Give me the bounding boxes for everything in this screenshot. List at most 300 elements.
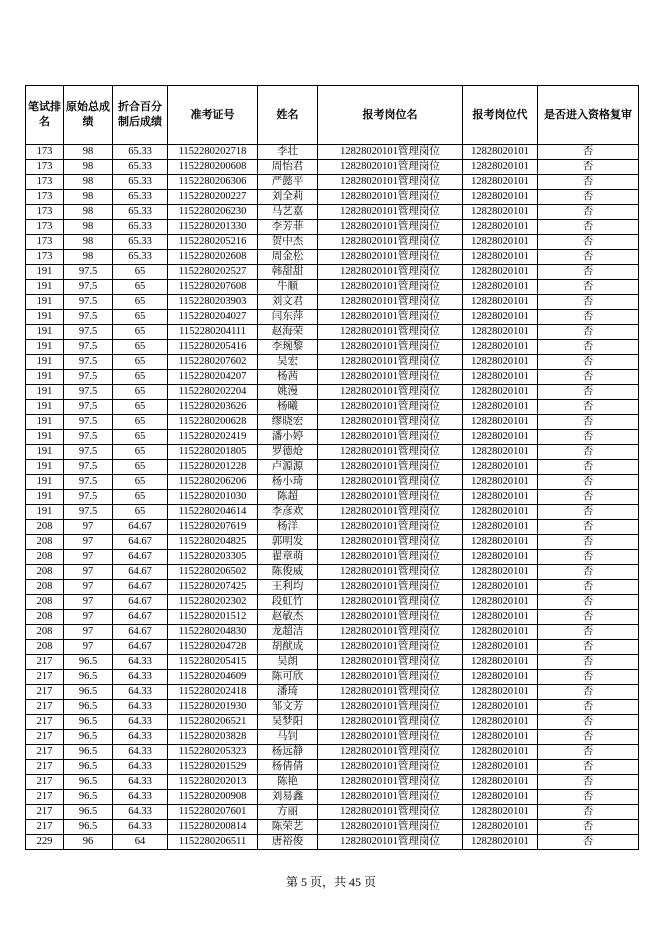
table-cell: 97 xyxy=(64,565,113,580)
table-cell: 翟章萌 xyxy=(258,550,318,565)
table-cell: 98 xyxy=(64,190,113,205)
table-cell: 64.67 xyxy=(113,535,168,550)
table-cell: 否 xyxy=(538,790,639,805)
table-cell: 217 xyxy=(26,775,64,790)
table-cell: 65.33 xyxy=(113,175,168,190)
table-cell: 96 xyxy=(64,835,113,850)
table-cell: 217 xyxy=(26,760,64,775)
table-cell: 否 xyxy=(538,145,639,160)
table-row xyxy=(26,160,639,175)
table-cell: 12828020101 xyxy=(463,490,538,505)
table-cell: 64.67 xyxy=(113,625,168,640)
table-cell: 否 xyxy=(538,565,639,580)
table-row xyxy=(26,790,639,805)
table-cell: 64.33 xyxy=(113,760,168,775)
table-cell: 65.33 xyxy=(113,190,168,205)
table-row xyxy=(26,145,639,160)
table-cell: 12828020101管理岗位 xyxy=(318,205,463,220)
table-cell: 缪晓宏 xyxy=(258,415,318,430)
table-cell: 1152280201228 xyxy=(168,460,258,475)
table-cell: 191 xyxy=(26,430,64,445)
table-cell: 65 xyxy=(113,295,168,310)
table-cell: 1152280202527 xyxy=(168,265,258,280)
table-cell: 65.33 xyxy=(113,145,168,160)
table-row xyxy=(26,190,639,205)
table-cell: 12828020101管理岗位 xyxy=(318,670,463,685)
table-cell: 12828020101管理岗位 xyxy=(318,535,463,550)
table-cell: 12828020101管理岗位 xyxy=(318,685,463,700)
table-cell: 64.33 xyxy=(113,715,168,730)
table-cell: 96.5 xyxy=(64,715,113,730)
table-cell: 否 xyxy=(538,475,639,490)
table-row xyxy=(26,355,639,370)
table-cell: 65 xyxy=(113,370,168,385)
table-cell: 否 xyxy=(538,310,639,325)
table-cell: 97.5 xyxy=(64,445,113,460)
table-cell: 64.33 xyxy=(113,805,168,820)
table-cell: 1152280202204 xyxy=(168,385,258,400)
table-cell: 1152280203828 xyxy=(168,730,258,745)
column-header: 笔试排名 xyxy=(26,86,64,145)
table-row xyxy=(26,730,639,745)
column-header: 准考证号 xyxy=(168,86,258,145)
table-cell: 191 xyxy=(26,265,64,280)
table-cell: 191 xyxy=(26,280,64,295)
table-row xyxy=(26,685,639,700)
table-cell: 208 xyxy=(26,535,64,550)
table-cell: 97.5 xyxy=(64,370,113,385)
table-cell: 173 xyxy=(26,160,64,175)
table-cell: 97 xyxy=(64,595,113,610)
table-cell: 97.5 xyxy=(64,400,113,415)
table-cell: 96.5 xyxy=(64,790,113,805)
table-cell: 方丽 xyxy=(258,805,318,820)
table-cell: 1152280204728 xyxy=(168,640,258,655)
table-cell: 12828020101 xyxy=(463,745,538,760)
table-cell: 65 xyxy=(113,430,168,445)
table-cell: 64.33 xyxy=(113,700,168,715)
table-cell: 1152280201529 xyxy=(168,760,258,775)
table-cell: 否 xyxy=(538,625,639,640)
table-cell: 1152280203626 xyxy=(168,400,258,415)
table-cell: 217 xyxy=(26,655,64,670)
table-cell: 否 xyxy=(538,505,639,520)
table-row xyxy=(26,805,639,820)
table-row xyxy=(26,535,639,550)
table-cell: 1152280200608 xyxy=(168,160,258,175)
table-cell: 12828020101管理岗位 xyxy=(318,295,463,310)
table-cell: 否 xyxy=(538,370,639,385)
table-cell: 191 xyxy=(26,385,64,400)
table-row xyxy=(26,565,639,580)
table-cell: 1152280202419 xyxy=(168,430,258,445)
table-cell: 64.33 xyxy=(113,820,168,835)
table-cell: 12828020101管理岗位 xyxy=(318,520,463,535)
table-cell: 潘琦 xyxy=(258,685,318,700)
table-row xyxy=(26,400,639,415)
table-cell: 卢源源 xyxy=(258,460,318,475)
table-row xyxy=(26,295,639,310)
table-cell: 1152280206206 xyxy=(168,475,258,490)
table-cell: 否 xyxy=(538,655,639,670)
table-cell: 否 xyxy=(538,820,639,835)
table-cell: 1152280204111 xyxy=(168,325,258,340)
table-cell: 否 xyxy=(538,835,639,850)
table-cell: 12828020101 xyxy=(463,790,538,805)
table-cell: 97.5 xyxy=(64,460,113,475)
table-cell: 姚漫 xyxy=(258,385,318,400)
table-cell: 65 xyxy=(113,460,168,475)
table-cell: 否 xyxy=(538,235,639,250)
table-cell: 1152280204830 xyxy=(168,625,258,640)
table-cell: 65 xyxy=(113,445,168,460)
table-cell: 12828020101 xyxy=(463,730,538,745)
table-cell: 191 xyxy=(26,475,64,490)
table-cell: 12828020101 xyxy=(463,550,538,565)
table-cell: 1152280202718 xyxy=(168,145,258,160)
table-cell: 97.5 xyxy=(64,340,113,355)
table-cell: 12828020101管理岗位 xyxy=(318,355,463,370)
table-cell: 217 xyxy=(26,685,64,700)
table-cell: 1152280204207 xyxy=(168,370,258,385)
table-cell: 12828020101 xyxy=(463,760,538,775)
table-cell: 1152280201930 xyxy=(168,700,258,715)
table-cell: 1152280200628 xyxy=(168,415,258,430)
table-cell: 12828020101 xyxy=(463,160,538,175)
table-cell: 贺中杰 xyxy=(258,235,318,250)
table-cell: 217 xyxy=(26,745,64,760)
table-row xyxy=(26,340,639,355)
table-cell: 12828020101管理岗位 xyxy=(318,430,463,445)
table-cell: 12828020101 xyxy=(463,670,538,685)
table-cell: 否 xyxy=(538,205,639,220)
table-row xyxy=(26,205,639,220)
table-cell: 杨曦 xyxy=(258,400,318,415)
table-cell: 191 xyxy=(26,355,64,370)
table-cell: 64.33 xyxy=(113,685,168,700)
table-cell: 否 xyxy=(538,715,639,730)
table-cell: 12828020101管理岗位 xyxy=(318,730,463,745)
table-cell: 吴宏 xyxy=(258,355,318,370)
table-cell: 12828020101管理岗位 xyxy=(318,490,463,505)
table-cell: 12828020101管理岗位 xyxy=(318,265,463,280)
table-cell: 12828020101管理岗位 xyxy=(318,805,463,820)
table-cell: 12828020101 xyxy=(463,355,538,370)
results-table xyxy=(25,85,639,850)
table-cell: 12828020101管理岗位 xyxy=(318,505,463,520)
table-row xyxy=(26,445,639,460)
table-cell: 65 xyxy=(113,505,168,520)
table-row xyxy=(26,610,639,625)
table-cell: 65 xyxy=(113,490,168,505)
table-cell: 97.5 xyxy=(64,475,113,490)
table-cell: 12828020101 xyxy=(463,475,538,490)
table-cell: 97 xyxy=(64,625,113,640)
table-cell: 97.5 xyxy=(64,490,113,505)
table-cell: 否 xyxy=(538,610,639,625)
table-cell: 否 xyxy=(538,400,639,415)
table-cell: 否 xyxy=(538,295,639,310)
table-cell: 陈超 xyxy=(258,490,318,505)
table-cell: 12828020101管理岗位 xyxy=(318,250,463,265)
table-cell: 96.5 xyxy=(64,655,113,670)
table-cell: 1152280203903 xyxy=(168,295,258,310)
table-cell: 64.33 xyxy=(113,655,168,670)
table-row xyxy=(26,280,639,295)
table-cell: 12828020101管理岗位 xyxy=(318,625,463,640)
table-cell: 杨小琦 xyxy=(258,475,318,490)
table-cell: 97.5 xyxy=(64,505,113,520)
table-cell: 12828020101管理岗位 xyxy=(318,835,463,850)
table-cell: 65 xyxy=(113,310,168,325)
table-cell: 65.33 xyxy=(113,235,168,250)
table-cell: 12828020101管理岗位 xyxy=(318,595,463,610)
table-cell: 李琬黎 xyxy=(258,340,318,355)
table-row xyxy=(26,550,639,565)
table-cell: 否 xyxy=(538,700,639,715)
table-cell: 12828020101 xyxy=(463,385,538,400)
table-cell: 否 xyxy=(538,520,639,535)
table-cell: 12828020101管理岗位 xyxy=(318,475,463,490)
table-row xyxy=(26,175,639,190)
table-cell: 罗德炝 xyxy=(258,445,318,460)
table-cell: 12828020101 xyxy=(463,430,538,445)
table-cell: 96.5 xyxy=(64,745,113,760)
table-row xyxy=(26,670,639,685)
table-cell: 12828020101管理岗位 xyxy=(318,400,463,415)
table-cell: 208 xyxy=(26,520,64,535)
table-cell: 12828020101管理岗位 xyxy=(318,640,463,655)
table-cell: 12828020101 xyxy=(463,610,538,625)
table-cell: 12828020101 xyxy=(463,835,538,850)
table-row xyxy=(26,760,639,775)
table-cell: 否 xyxy=(538,595,639,610)
table-cell: 1152280204027 xyxy=(168,310,258,325)
table-cell: 12828020101 xyxy=(463,235,538,250)
column-header: 原始总成绩 xyxy=(64,86,113,145)
table-row xyxy=(26,430,639,445)
table-cell: 1152280201030 xyxy=(168,490,258,505)
table-cell: 1152280205323 xyxy=(168,745,258,760)
table-cell: 208 xyxy=(26,565,64,580)
table-cell: 12828020101 xyxy=(463,535,538,550)
table-cell: 64 xyxy=(113,835,168,850)
table-cell: 191 xyxy=(26,400,64,415)
table-row xyxy=(26,505,639,520)
table-cell: 12828020101 xyxy=(463,220,538,235)
table-row xyxy=(26,475,639,490)
table-cell: 12828020101管理岗位 xyxy=(318,460,463,475)
table-cell: 否 xyxy=(538,460,639,475)
table-cell: 杨茜 xyxy=(258,370,318,385)
table-cell: 王利均 xyxy=(258,580,318,595)
table-cell: 1152280204825 xyxy=(168,535,258,550)
table-cell: 12828020101管理岗位 xyxy=(318,220,463,235)
table-cell: 赵海荣 xyxy=(258,325,318,340)
table-cell: 12828020101 xyxy=(463,415,538,430)
table-cell: 12828020101 xyxy=(463,205,538,220)
table-cell: 否 xyxy=(538,325,639,340)
table-cell: 吴梦阳 xyxy=(258,715,318,730)
table-cell: 12828020101管理岗位 xyxy=(318,775,463,790)
table-cell: 96.5 xyxy=(64,775,113,790)
table-cell: 191 xyxy=(26,310,64,325)
table-row xyxy=(26,490,639,505)
table-cell: 12828020101 xyxy=(463,700,538,715)
table-cell: 12828020101 xyxy=(463,520,538,535)
table-cell: 12828020101管理岗位 xyxy=(318,715,463,730)
table-cell: 1152280206230 xyxy=(168,205,258,220)
table-cell: 陈可欣 xyxy=(258,670,318,685)
table-cell: 12828020101 xyxy=(463,640,538,655)
table-cell: 1152280200908 xyxy=(168,790,258,805)
table-cell: 64.67 xyxy=(113,610,168,625)
table-cell: 1152280202013 xyxy=(168,775,258,790)
table-cell: 12828020101管理岗位 xyxy=(318,700,463,715)
table-cell: 217 xyxy=(26,715,64,730)
table-cell: 96.5 xyxy=(64,685,113,700)
table-cell: 否 xyxy=(538,640,639,655)
table-cell: 12828020101 xyxy=(463,685,538,700)
column-header: 报考岗位代 xyxy=(463,86,538,145)
column-header: 报考岗位名 xyxy=(318,86,463,145)
table-cell: 周金松 xyxy=(258,250,318,265)
table-cell: 马钊 xyxy=(258,730,318,745)
table-cell: 12828020101管理岗位 xyxy=(318,385,463,400)
table-cell: 12828020101管理岗位 xyxy=(318,550,463,565)
table-cell: 97.5 xyxy=(64,355,113,370)
table-cell: 12828020101管理岗位 xyxy=(318,310,463,325)
table-cell: 98 xyxy=(64,205,113,220)
table-cell: 否 xyxy=(538,250,639,265)
table-cell: 229 xyxy=(26,835,64,850)
table-cell: 12828020101 xyxy=(463,340,538,355)
table-row xyxy=(26,520,639,535)
table-cell: 12828020101 xyxy=(463,565,538,580)
table-cell: 12828020101管理岗位 xyxy=(318,160,463,175)
table-cell: 98 xyxy=(64,160,113,175)
table-cell: 吴朗 xyxy=(258,655,318,670)
table-cell: 64.33 xyxy=(113,670,168,685)
table-cell: 1152280203305 xyxy=(168,550,258,565)
table-cell: 65 xyxy=(113,340,168,355)
table-cell: 12828020101 xyxy=(463,820,538,835)
table-cell: 李彦欢 xyxy=(258,505,318,520)
table-cell: 12828020101管理岗位 xyxy=(318,760,463,775)
table-cell: 64.33 xyxy=(113,730,168,745)
table-cell: 65 xyxy=(113,355,168,370)
table-row xyxy=(26,370,639,385)
table-cell: 191 xyxy=(26,295,64,310)
table-cell: 1152280200814 xyxy=(168,820,258,835)
table-cell: 12828020101 xyxy=(463,595,538,610)
table-cell: 64.33 xyxy=(113,775,168,790)
table-cell: 12828020101 xyxy=(463,580,538,595)
table-cell: 陈荣艺 xyxy=(258,820,318,835)
table-cell: 否 xyxy=(538,760,639,775)
table-cell: 173 xyxy=(26,145,64,160)
table-cell: 97.5 xyxy=(64,415,113,430)
table-cell: 12828020101 xyxy=(463,715,538,730)
table-cell: 12828020101管理岗位 xyxy=(318,445,463,460)
table-cell: 12828020101 xyxy=(463,280,538,295)
table-cell: 12828020101 xyxy=(463,505,538,520)
table-cell: 赵敏杰 xyxy=(258,610,318,625)
table-cell: 96.5 xyxy=(64,730,113,745)
table-cell: 否 xyxy=(538,385,639,400)
table-cell: 97 xyxy=(64,520,113,535)
table-cell: 周怡君 xyxy=(258,160,318,175)
table-cell: 1152280207425 xyxy=(168,580,258,595)
table-cell: 97.5 xyxy=(64,430,113,445)
table-row xyxy=(26,820,639,835)
table-cell: 郭明发 xyxy=(258,535,318,550)
table-cell: 12828020101 xyxy=(463,295,538,310)
table-cell: 段虹竹 xyxy=(258,595,318,610)
table-cell: 否 xyxy=(538,175,639,190)
table-cell: 97 xyxy=(64,640,113,655)
table-cell: 否 xyxy=(538,445,639,460)
table-cell: 12828020101 xyxy=(463,175,538,190)
table-cell: 否 xyxy=(538,670,639,685)
table-cell: 否 xyxy=(538,580,639,595)
table-cell: 64.33 xyxy=(113,745,168,760)
table-cell: 12828020101 xyxy=(463,265,538,280)
table-cell: 12828020101管理岗位 xyxy=(318,235,463,250)
table-cell: 217 xyxy=(26,790,64,805)
table-cell: 严懿平 xyxy=(258,175,318,190)
page-footer xyxy=(0,873,662,890)
table-cell: 12828020101管理岗位 xyxy=(318,610,463,625)
table-cell: 1152280205415 xyxy=(168,655,258,670)
table-cell: 否 xyxy=(538,190,639,205)
table-cell: 1152280202608 xyxy=(168,250,258,265)
table-cell: 1152280206502 xyxy=(168,565,258,580)
table-row xyxy=(26,310,639,325)
table-cell: 12828020101管理岗位 xyxy=(318,565,463,580)
table-cell: 否 xyxy=(538,355,639,370)
table-cell: 98 xyxy=(64,175,113,190)
table-row xyxy=(26,235,639,250)
table-cell: 否 xyxy=(538,745,639,760)
table-cell: 208 xyxy=(26,550,64,565)
table-cell: 65 xyxy=(113,400,168,415)
table-cell: 胡猷成 xyxy=(258,640,318,655)
table-cell: 陈俊威 xyxy=(258,565,318,580)
table-row xyxy=(26,640,639,655)
table-cell: 1152280207601 xyxy=(168,805,258,820)
table-cell: 1152280207608 xyxy=(168,280,258,295)
table-row xyxy=(26,775,639,790)
table-cell: 杨洋 xyxy=(258,520,318,535)
table-cell: 64.67 xyxy=(113,595,168,610)
table-cell: 64.67 xyxy=(113,565,168,580)
table-row xyxy=(26,250,639,265)
table-cell: 12828020101 xyxy=(463,625,538,640)
table-cell: 96.5 xyxy=(64,820,113,835)
table-cell: 陈艳 xyxy=(258,775,318,790)
table-row xyxy=(26,325,639,340)
table-row xyxy=(26,625,639,640)
table-cell: 173 xyxy=(26,220,64,235)
table-cell: 牛顺 xyxy=(258,280,318,295)
table-cell: 否 xyxy=(538,490,639,505)
table-cell: 12828020101管理岗位 xyxy=(318,280,463,295)
table-cell: 12828020101管理岗位 xyxy=(318,580,463,595)
table-cell: 12828020101 xyxy=(463,445,538,460)
table-cell: 97.5 xyxy=(64,310,113,325)
table-cell: 刘文君 xyxy=(258,295,318,310)
